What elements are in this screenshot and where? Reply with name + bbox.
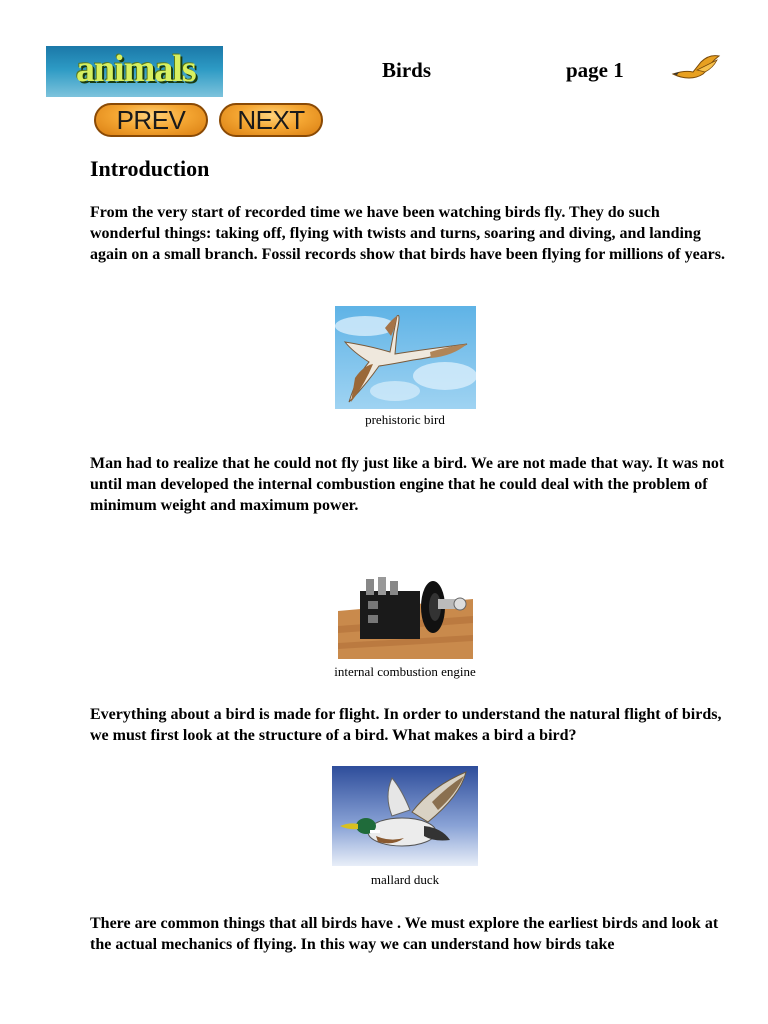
mallard-duck-image xyxy=(332,766,478,866)
figure-caption: prehistoric bird xyxy=(365,412,445,427)
prehistoric-bird-image xyxy=(335,306,476,409)
paragraph: From the very start of recorded time we have been watching birds fly. They do such wonderful things: taking off, flying with twists and turns, soaring and diving, and landing again on a small branch. Fossil records show that birds have been flying for millions of years. xyxy=(90,204,725,263)
flying-bird-icon xyxy=(671,52,721,84)
paragraph: Everything about a bird is made for flight. In order to understand the natural flight of birds, we must first look at the structure of a bird. What makes a bird a bird? xyxy=(90,706,722,744)
animals-logo[interactable] xyxy=(46,46,223,97)
prev-button[interactable]: PREV xyxy=(94,103,208,137)
figure-caption: mallard duck xyxy=(370,872,440,887)
logo-text: animals xyxy=(76,48,196,90)
figure-caption: internal combustion engine xyxy=(334,664,476,679)
page-title: Birds xyxy=(382,58,432,82)
page-number: page 1 xyxy=(566,58,624,82)
next-button[interactable]: NEXT xyxy=(219,103,323,137)
paragraph: There are common things that all birds have . We must explore the earliest birds and look at the actual mechanics of flying. In this way we can understand how birds take xyxy=(90,915,719,953)
paragraph: Man had to realize that he could not fly just like a bird. We are not made that way. It was not until man developed the internal combustion engine that he could deal with the problem of minimum weight and maximum power. xyxy=(90,455,725,514)
engine-image xyxy=(338,571,473,659)
section-heading: Introduction xyxy=(90,156,210,181)
